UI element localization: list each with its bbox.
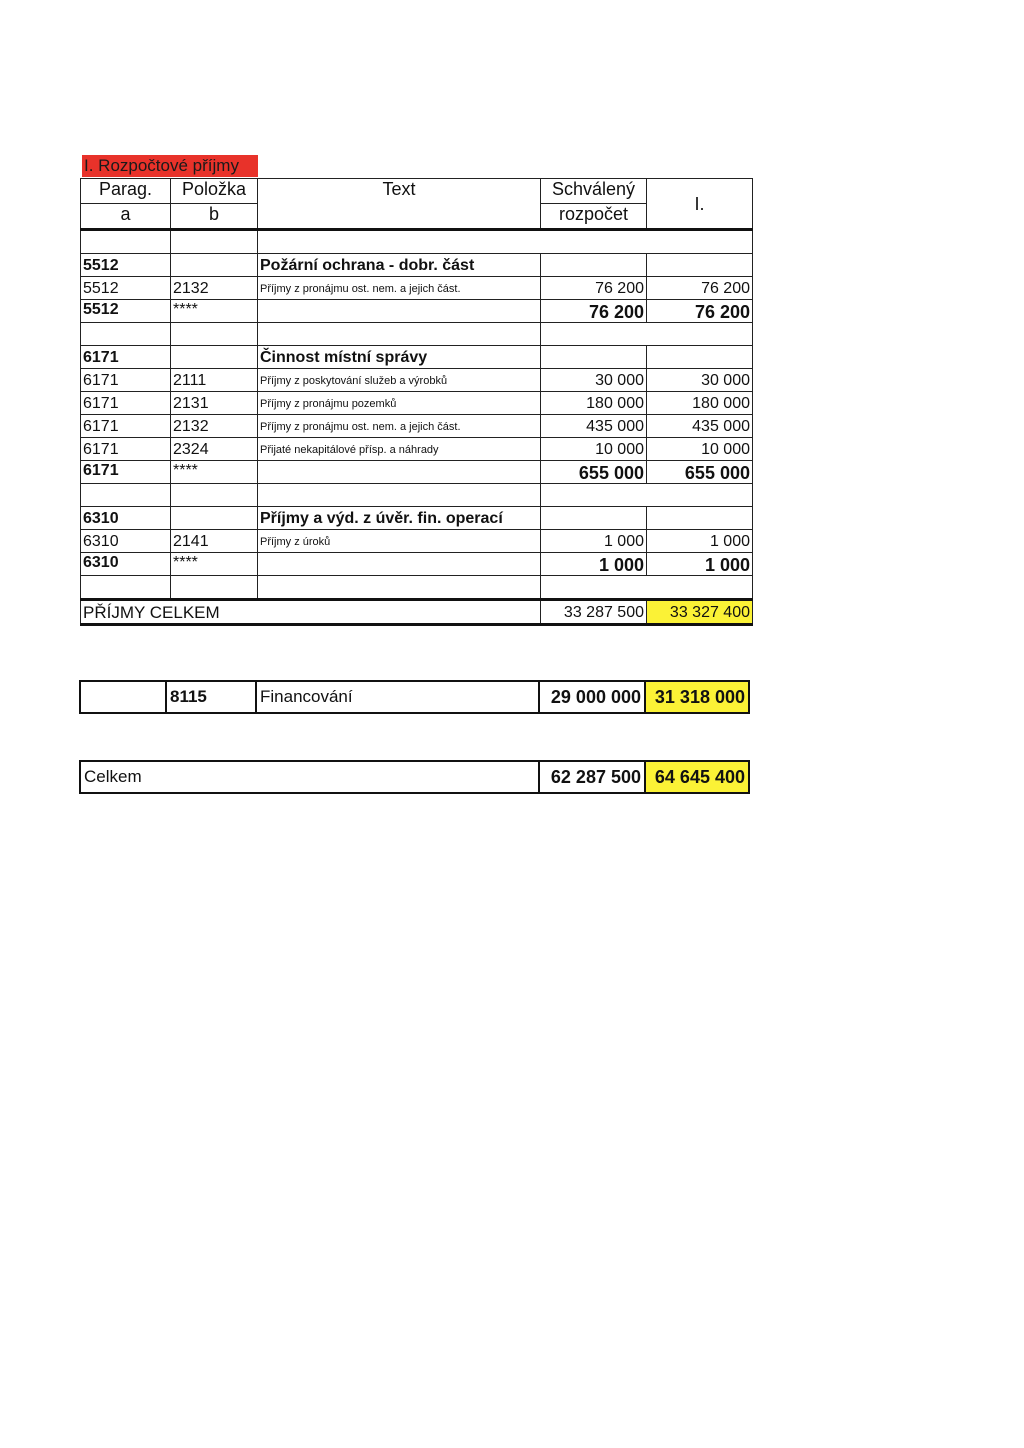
header-row: [81, 179, 753, 204]
table-row: [81, 415, 753, 438]
value-cell: [541, 254, 647, 277]
text-cell: Příjmy z poskytování služeb a výrobků: [258, 369, 541, 392]
total-income-approved: 33 287 500: [541, 600, 647, 625]
text-cell: [258, 553, 541, 576]
parag-cell: 6171: [81, 461, 171, 484]
parag-cell: 6171: [81, 438, 171, 461]
parag-cell: 6171: [81, 346, 171, 369]
parag-cell: 6310: [81, 507, 171, 530]
approved-value: 655 000: [541, 461, 647, 484]
approved-value: 180 000: [541, 392, 647, 415]
table-row: [81, 369, 753, 392]
parag-cell: 6171: [81, 369, 171, 392]
value-cell: [541, 507, 647, 530]
section-row-6171: [81, 346, 753, 369]
parag-cell: 6310: [81, 553, 171, 576]
text-cell: Příjmy z pronájmu ost. nem. a jejich část.: [258, 415, 541, 438]
value-cell: [647, 507, 753, 530]
value-cell: [647, 346, 753, 369]
adjusted-value: 10 000: [647, 438, 753, 461]
table-row: [81, 277, 753, 300]
total-income-label: PŘÍJMY CELKEM: [81, 600, 541, 625]
value-cell: [541, 346, 647, 369]
text-cell: [258, 300, 541, 323]
grand-total-label: Celkem: [81, 762, 540, 792]
text-cell: [258, 461, 541, 484]
header-parag: Parag.: [81, 179, 171, 204]
spacer-row: [81, 484, 753, 507]
section-row-6310: [81, 507, 753, 530]
pol-cell: ****: [171, 553, 258, 576]
text-cell: Financování: [257, 682, 540, 712]
approved-value: 76 200: [541, 300, 647, 323]
grand-total-adjusted: 64 645 400: [646, 762, 748, 792]
pol-cell: 2132: [171, 415, 258, 438]
header-col1: I.: [647, 179, 753, 230]
text-cell: Přijaté nekapitálové přísp. a náhrady: [258, 438, 541, 461]
spacer-row: [81, 576, 753, 600]
financing-adjusted: 31 318 000: [646, 682, 748, 712]
pol-cell: 2141: [171, 530, 258, 553]
approved-value: 1 000: [541, 530, 647, 553]
parag-cell: 6171: [81, 392, 171, 415]
spacer-row: [81, 323, 753, 346]
pol-cell: [171, 254, 258, 277]
adjusted-value: 1 000: [647, 553, 753, 576]
spacer-row: [81, 230, 753, 254]
financing-approved: 29 000 000: [540, 682, 646, 712]
total-income-adjusted: 33 327 400: [647, 600, 753, 625]
sum-row: [81, 553, 753, 576]
value-cell: [647, 254, 753, 277]
section-row-5512: [81, 254, 753, 277]
adjusted-value: 30 000: [647, 369, 753, 392]
total-income-row: [81, 600, 753, 625]
adjusted-value: 180 000: [647, 392, 753, 415]
pol-cell: [171, 507, 258, 530]
text-cell: Příjmy z pronájmu ost. nem. a jejich část.: [258, 277, 541, 300]
header-polozka: Položka: [171, 179, 258, 204]
table-row: [81, 530, 753, 553]
header-b: b: [171, 204, 258, 230]
adjusted-value: 655 000: [647, 461, 753, 484]
header-schvaleny: Schválený: [541, 179, 647, 204]
pol-cell: 2132: [171, 277, 258, 300]
financing-row: [79, 680, 750, 714]
header-rozpocet: rozpočet: [541, 204, 647, 230]
pol-cell: ****: [171, 300, 258, 323]
parag-cell: 5512: [81, 300, 171, 323]
parag-cell: 5512: [81, 254, 171, 277]
text-cell: Příjmy z úroků: [258, 530, 541, 553]
adjusted-value: 76 200: [647, 277, 753, 300]
section-title: Činnost místní správy: [258, 346, 541, 369]
pol-cell: 2111: [171, 369, 258, 392]
approved-value: 435 000: [541, 415, 647, 438]
approved-value: 76 200: [541, 277, 647, 300]
table-row: [81, 392, 753, 415]
section-title: Požární ochrana - dobr. část: [258, 254, 541, 277]
approved-value: 10 000: [541, 438, 647, 461]
text-cell: Příjmy z pronájmu pozemků: [258, 392, 541, 415]
pol-cell: 2131: [171, 392, 258, 415]
sum-row: [81, 461, 753, 484]
pol-cell: 2324: [171, 438, 258, 461]
pol-cell: [171, 346, 258, 369]
pol-cell: 8115: [167, 682, 257, 712]
income-table: [80, 178, 753, 626]
table-title: I. Rozpočtové příjmy: [82, 155, 258, 177]
parag-cell: 6171: [81, 415, 171, 438]
adjusted-value: 435 000: [647, 415, 753, 438]
header-a: a: [81, 204, 171, 230]
section-title: Příjmy a výd. z úvěr. fin. operací: [258, 507, 541, 530]
sum-row: [81, 300, 753, 323]
adjusted-value: 76 200: [647, 300, 753, 323]
table-row: [81, 438, 753, 461]
approved-value: 1 000: [541, 553, 647, 576]
grand-total-row: [79, 760, 750, 794]
parag-cell: 5512: [81, 277, 171, 300]
parag-cell: [81, 682, 167, 712]
parag-cell: 6310: [81, 530, 171, 553]
pol-cell: ****: [171, 461, 258, 484]
header-text: Text: [258, 179, 541, 230]
approved-value: 30 000: [541, 369, 647, 392]
adjusted-value: 1 000: [647, 530, 753, 553]
grand-total-approved: 62 287 500: [540, 762, 646, 792]
